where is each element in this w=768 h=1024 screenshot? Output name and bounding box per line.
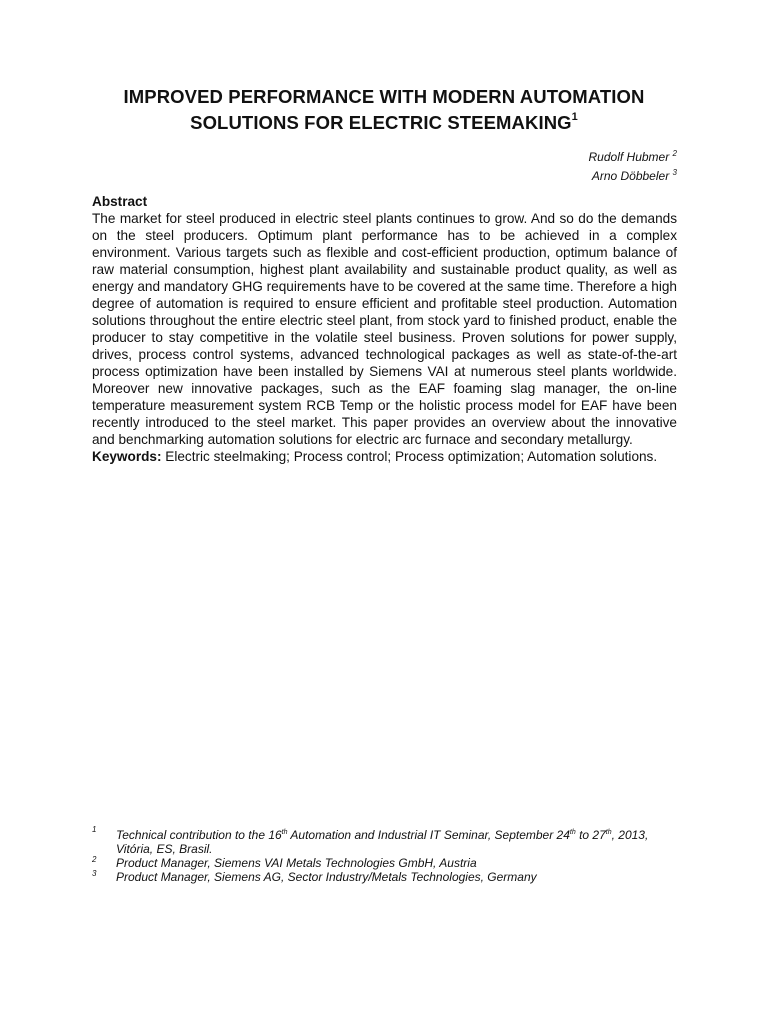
footnote-text: Product Manager, Siemens AG, Sector Industry/Metals Technologies, Germany	[116, 870, 537, 884]
footnote-marker: 1	[92, 825, 97, 834]
footnote-text: Product Manager, Siemens VAI Metals Technologies GmbH, Austria	[116, 856, 477, 870]
footnote-text	[116, 826, 682, 856]
footnote	[92, 870, 682, 884]
footnote-text-part: Automation and Industrial IT Seminar, September 24	[287, 828, 570, 842]
title-footnote-marker: 1	[571, 111, 578, 123]
footnote-text-part: , 2013, Vitória, ES, Brasil.	[116, 828, 649, 856]
paper-title-text: IMPROVED PERFORMANCE WITH MODERN AUTOMATION SOLUTIONS FOR ELECTRIC STEEMAKING	[123, 86, 645, 134]
footnote-ordinal: th	[569, 829, 576, 836]
author-name: Rudolf Hubmer	[588, 150, 670, 164]
author-name: Arno Döbbeler	[591, 169, 670, 183]
footnote-marker: 3	[92, 869, 97, 878]
footnote-text-part: to 27	[575, 828, 606, 842]
abstract-body: The market for steel produced in electric steel plants continues to grow. And so do the demands on the steel producers. Optimum plant performance has to be achieved in a complex environment. Various targets such as flexible and cost-efficient production, optimum balance of raw material consumption, highest plant availability and sustainable product quality, as well as energy and mandatory GHG requirements have to be covered at the same time. Therefore a high degree of automation is required to ensure efficient and profitable steel production. Automation solutions throughout the entire electric steel plant, from stock yard to finished product, enable the producer to stay competitive in the volatile steel business. Proven solutions for power supply, drives, process control systems, advanced technological packages as well as state-of-the-art process optimization have been installed by Siemens VAI at numerous steel plants worldwide. Moreover new innovative packages, such as the EAF foaming slag manager, the on-line temperature measurement system RCB Temp or the holistic process model for EAF have been recently introduced to the steel market. This paper provides an overview about the innovative and benchmarking automation solutions for electric arc furnace and secondary metallurgy.	[92, 211, 677, 447]
author-footnote-marker: 2	[672, 149, 677, 158]
author-line	[589, 165, 678, 184]
keywords-paragraph	[92, 448, 677, 465]
abstract-heading: Abstract	[92, 194, 148, 209]
footnote-text-part: Technical contribution to the 16	[116, 828, 282, 842]
footnote-ordinal: th	[605, 829, 612, 836]
abstract-section	[92, 193, 677, 465]
author-line	[589, 146, 678, 165]
footnotes	[92, 826, 682, 884]
footnote	[92, 856, 682, 870]
footnote-ordinal: th	[281, 829, 288, 836]
keywords-label: Keywords:	[92, 449, 162, 464]
author-footnote-marker: 3	[672, 168, 677, 177]
paper-title	[80, 86, 688, 134]
keywords-text: Electric steelmaking; Process control; Process optimization; Automation solutions.	[161, 449, 658, 464]
footnote-marker: 2	[92, 855, 97, 864]
footnote	[92, 826, 682, 856]
author-list	[589, 146, 678, 184]
